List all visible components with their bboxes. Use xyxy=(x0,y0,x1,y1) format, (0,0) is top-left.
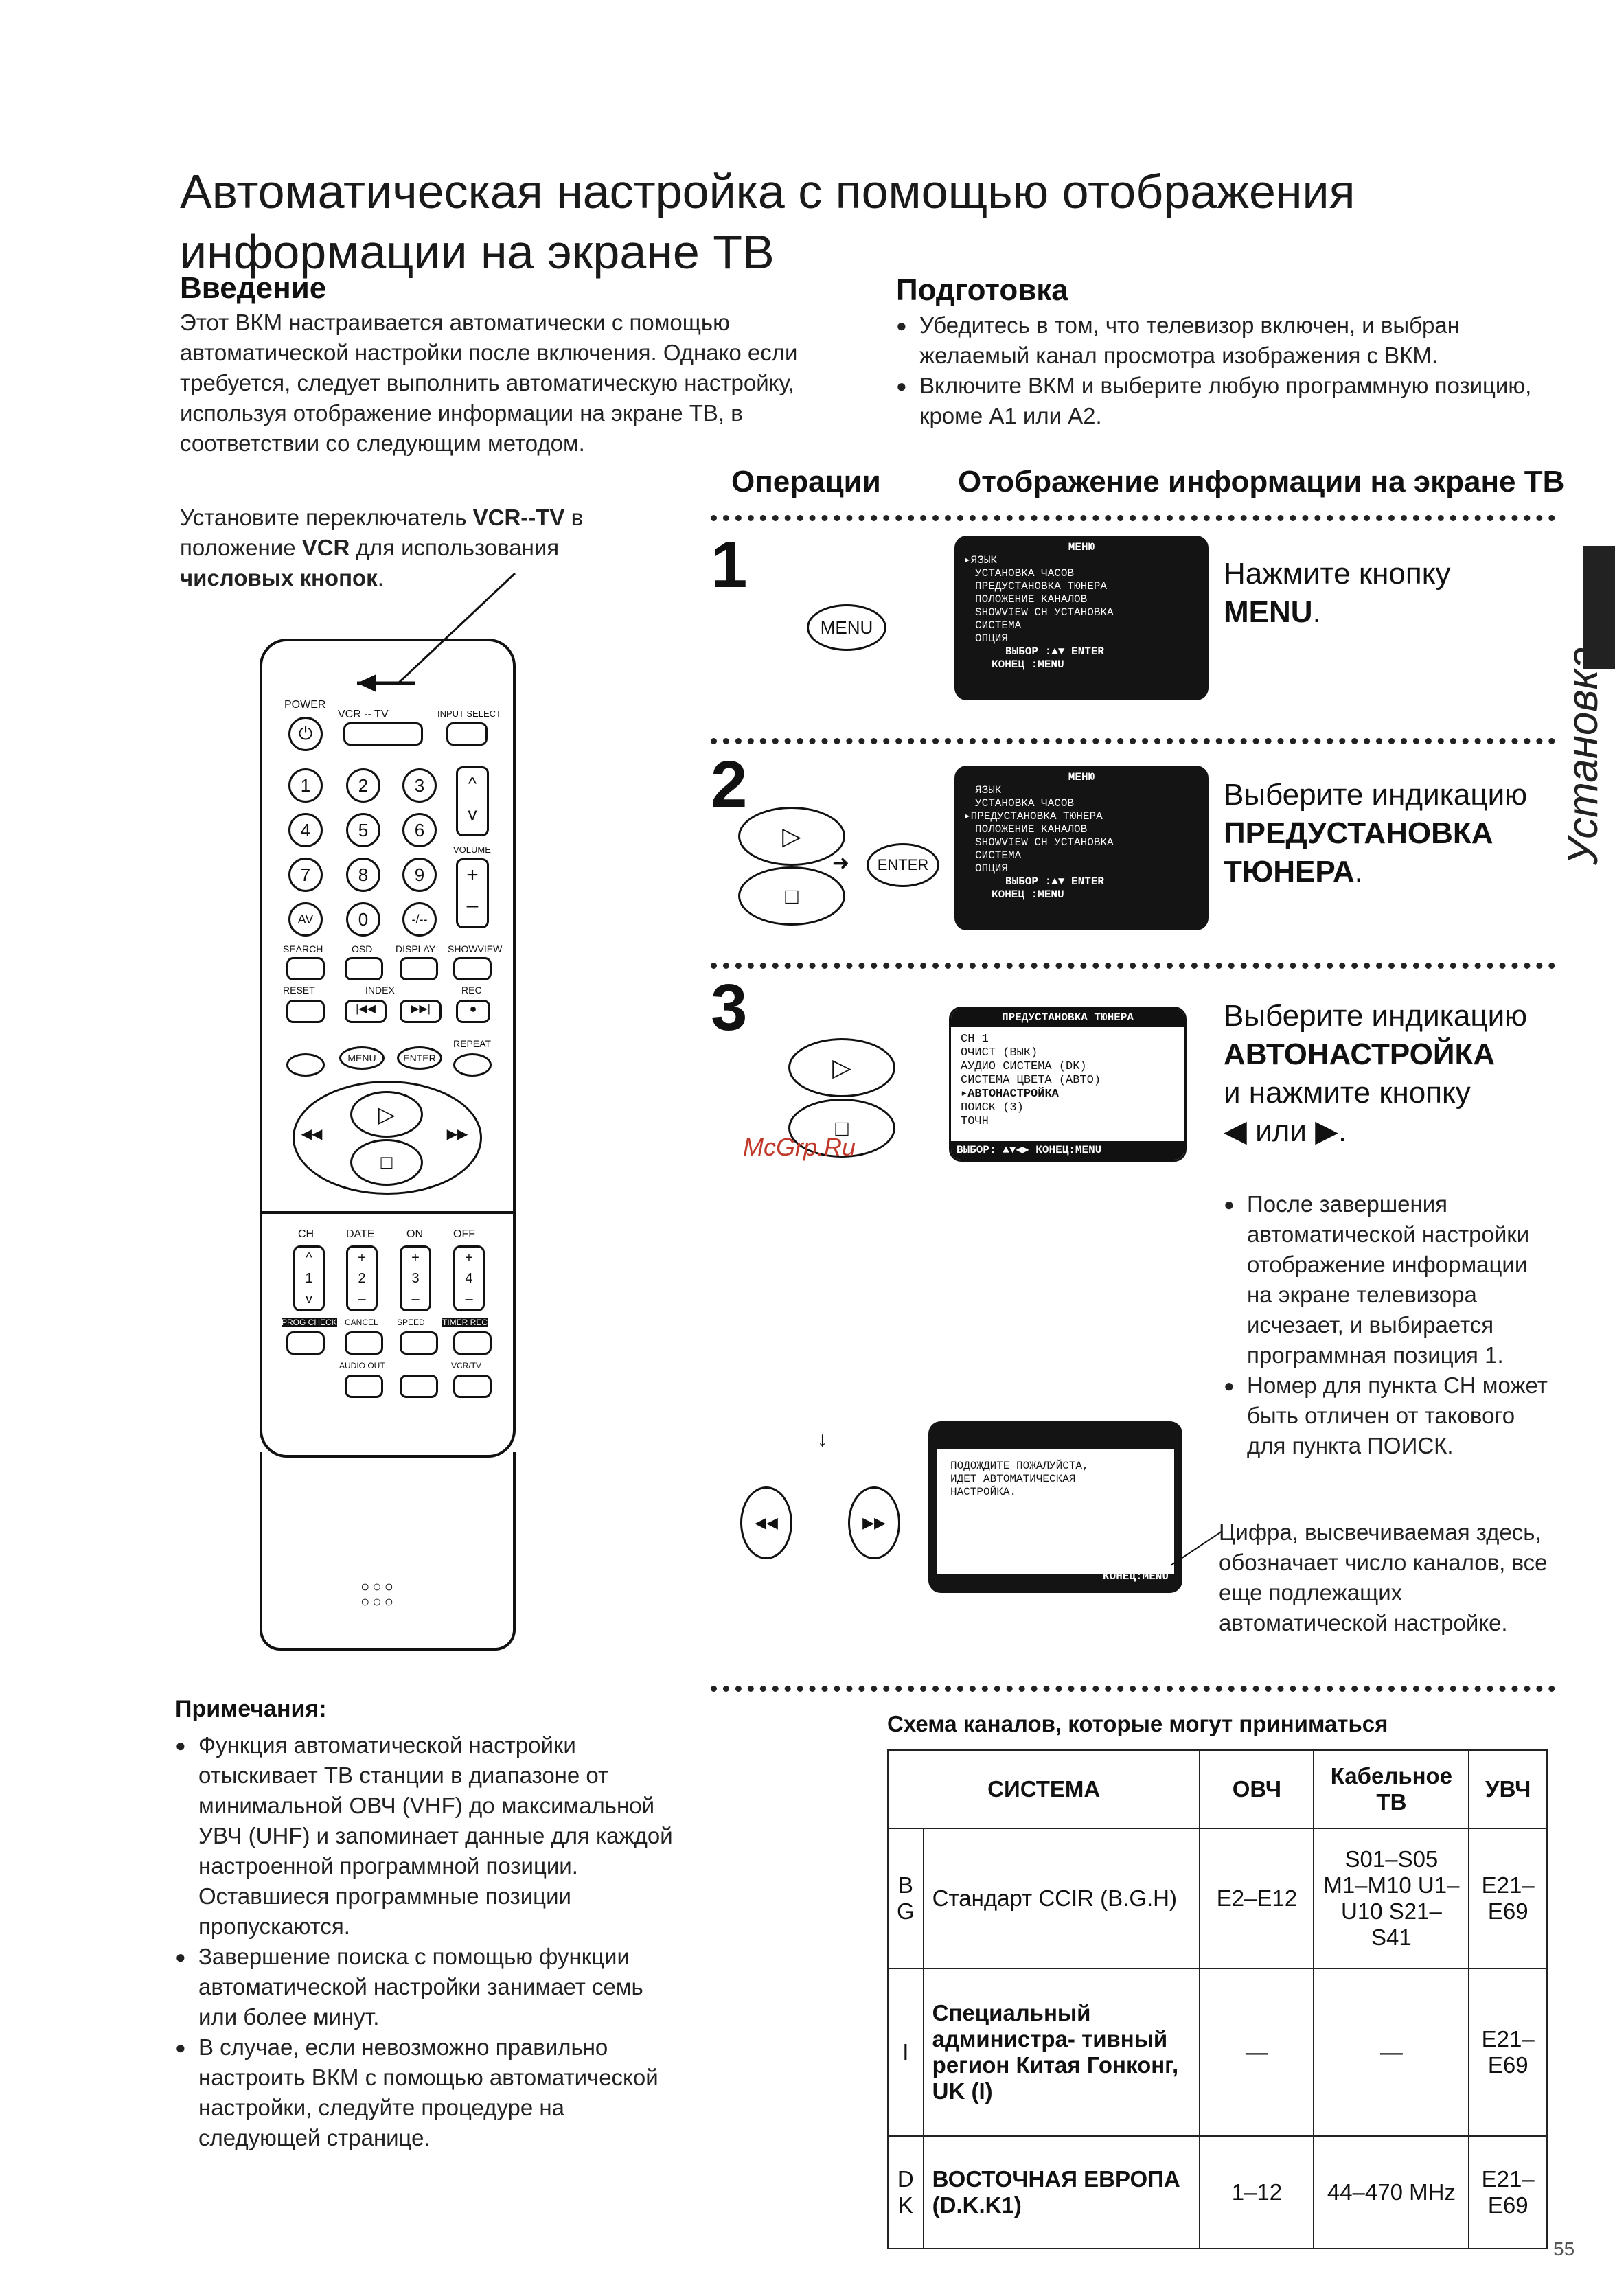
row-vhf: E2–E12 xyxy=(1200,1828,1314,1968)
vcrtv2-label: VCR/TV xyxy=(451,1361,482,1370)
intro-text: Этот ВКМ настраивается автоматически с помощью автоматической настройки после включения. Однако если требуется, следует выполнить автоматическую настройку, используя отображение информации на экране ТВ, в соответствии со следующим методом. xyxy=(180,310,798,456)
notes-heading: Примечания: xyxy=(175,1696,327,1722)
switch-note-text: Установите переключатель xyxy=(180,505,473,530)
separator xyxy=(711,738,1555,744)
row-cable: — xyxy=(1314,1968,1469,2136)
digit-7-button[interactable]: 7 xyxy=(288,858,323,892)
osd-bottom-bar: ВЫБОР: ▲▼◀▶ КОНЕЦ:MENU xyxy=(951,1141,1184,1160)
switch-note-vcr: VCR xyxy=(301,535,350,560)
audio-out-button[interactable] xyxy=(345,1375,383,1398)
reset-label: RESET xyxy=(283,985,315,996)
prep-heading: Подготовка xyxy=(896,273,1068,307)
index-fwd-button[interactable]: ▶▶| xyxy=(400,1000,442,1023)
on-timer-button[interactable]: + 3 – xyxy=(400,1245,431,1311)
prep-list xyxy=(896,310,1555,431)
step-1-instruction: Нажмите кнопку xyxy=(1224,557,1451,590)
osd-button[interactable] xyxy=(345,957,383,980)
digit-1-button[interactable]: 1 xyxy=(288,768,323,803)
on-label: ON xyxy=(406,1228,423,1240)
osd-heading: Отображение информации на экране ТВ xyxy=(958,465,1565,498)
row-vhf: 1–12 xyxy=(1200,2136,1314,2249)
cancel-label: CANCEL xyxy=(345,1318,378,1327)
step-2-target: ПРЕДУСТАНОВКА ТЮНЕРА xyxy=(1224,816,1493,888)
down-key-illustration: □ xyxy=(788,1099,895,1158)
prep-item: ● Включите ВКМ и выберите любую программную позицию, кроме А1 или А2. xyxy=(896,371,1555,431)
index-back-button[interactable]: |◀◀ xyxy=(345,1000,387,1023)
osd-line: ЯЗЫК xyxy=(975,784,1002,796)
osd-line: ПОЛОЖЕНИЕ КАНАЛОВ xyxy=(975,593,1088,606)
input-select-label: INPUT SELECT xyxy=(437,709,501,719)
cancel-button[interactable] xyxy=(345,1331,383,1355)
page-title: Автоматическая настройка с помощью отображения информации на экране ТВ xyxy=(180,165,1355,279)
step-3-number: 3 xyxy=(711,971,748,1044)
osd-line: ПОИСК (3) xyxy=(961,1101,1024,1114)
step-3-target: АВТОНАСТРОЙКА xyxy=(1224,1037,1496,1071)
row-code: B G xyxy=(888,1828,924,1968)
separator xyxy=(711,515,1555,521)
osd-line: ТОЧН xyxy=(961,1115,989,1128)
osd-line: ВЫБОР :▲▼ ENTER xyxy=(1005,875,1105,888)
step-2-text xyxy=(1224,776,1553,891)
step-2-number: 2 xyxy=(711,748,748,821)
enter-button[interactable]: ENTER xyxy=(397,1046,442,1070)
row-system: Специальный администра- тивный регион Китая Гонконг, UK (I) xyxy=(924,1968,1200,2136)
step-3-notes xyxy=(1224,1189,1553,1461)
digit-0-button[interactable]: 0 xyxy=(346,902,380,937)
timer-rec-button[interactable] xyxy=(453,1331,492,1355)
audio-out-label: AUDIO OUT xyxy=(339,1361,385,1370)
step-3-text xyxy=(1224,997,1553,1151)
osd-bottom-bar: CH 1 ПОИСК ◀◀ ▶▶ 100 xyxy=(946,1557,1079,1569)
remote-battery-cover xyxy=(260,1452,516,1651)
separator xyxy=(711,963,1555,969)
row-uhf: E21–E69 xyxy=(1469,1968,1547,2136)
osd-line: SHOWVIEW CH УСТАНОВКА xyxy=(975,836,1114,849)
step-2-instruction: Выберите индикацию xyxy=(1224,778,1528,812)
step-3-instruction: Выберите индикацию xyxy=(1224,999,1528,1033)
switch-note-vcrtv: VCR--TV xyxy=(472,505,565,530)
vcrtv2-button[interactable] xyxy=(453,1375,492,1398)
play-button[interactable]: ▷ xyxy=(350,1091,423,1138)
down-arrow-icon: ↓ xyxy=(817,1428,827,1451)
showview-label: SHOWVIEW xyxy=(448,943,503,954)
osd-line: НАСТРОЙКА. xyxy=(950,1486,1017,1498)
osd-line: ПОДОЖДИТЕ ПОЖАЛУЙСТА, xyxy=(950,1460,1089,1472)
osd-line: КОНЕЦ :MENU xyxy=(992,658,1064,671)
osd-line: SHOWVIEW CH УСТАНОВКА xyxy=(975,606,1114,619)
date-timer-button[interactable]: + 2 – xyxy=(346,1245,378,1311)
osd-line: ПРЕДУСТАНОВКА ТЮНЕРА xyxy=(975,580,1108,593)
watermark: McGrp.Ru xyxy=(743,1133,856,1161)
vcrtv-switch[interactable] xyxy=(343,722,423,746)
row-uhf: E21–E69 xyxy=(1469,1828,1547,1968)
note-item: ● Завершение поиска с помощью функции автоматической настройки занимает семь или более минут. xyxy=(175,1942,683,2032)
page-number: 55 xyxy=(1553,2238,1575,2260)
prog-check-label: PROG CHECK xyxy=(282,1318,337,1327)
note-item: ● В случае, если невозможно правильно настроить ВКМ с помощью автоматической настройки, следуйте процедуре на следующей странице. xyxy=(175,2032,683,2153)
display-button[interactable] xyxy=(400,957,438,980)
digit-6-button[interactable]: 6 xyxy=(402,813,437,847)
row-code: I xyxy=(888,1968,924,2136)
volume-button[interactable]: + – xyxy=(456,858,489,928)
intro-heading: Введение xyxy=(180,271,327,305)
osd-line: ▸ЯЗЫК xyxy=(964,554,998,566)
power-label: POWER xyxy=(284,699,326,711)
osd-line: CH 1 xyxy=(961,1033,989,1046)
volume-label: VOLUME xyxy=(453,845,491,855)
index-label: INDEX xyxy=(365,985,395,996)
table-row xyxy=(888,1828,1547,1968)
repeat-label: REPEAT xyxy=(453,1038,491,1049)
prog-check-button[interactable] xyxy=(286,1331,325,1355)
osd-line: УСТАНОВКА ЧАСОВ xyxy=(975,567,1075,579)
osd-screen-step2 xyxy=(954,766,1209,930)
menu-key-illustration: MENU xyxy=(807,604,886,651)
off-label: OFF xyxy=(453,1228,475,1240)
osd-line: ОПЦИЯ xyxy=(975,632,1009,645)
osd-title-bar: ПРЕДУСТАНОВКА ТЮНЕРА xyxy=(951,1009,1184,1027)
search-button[interactable] xyxy=(286,957,325,980)
rec-label: REC xyxy=(461,985,482,996)
table-header: Кабельное ТВ xyxy=(1314,1750,1469,1828)
osd-line: ВЫБОР :▲▼ ENTER xyxy=(1005,645,1105,658)
dash-button[interactable]: -/-- xyxy=(402,902,437,937)
note-item: ● Функция автоматической настройки отыскивает ТВ станции в диапазоне от минимальной ОВЧ (VHF) до максимальной УВЧ (UHF) и запоминает данные для каждой настроенной программной позиции. Оставшиеся программные позиции пропускаются. xyxy=(175,1730,683,1942)
osd-line: АУДИО СИСТЕМА (DK) xyxy=(961,1060,1087,1073)
table-header: СИСТЕМА xyxy=(888,1750,1200,1828)
osd-screen-step3 xyxy=(949,1007,1187,1162)
prep-item: ● Убедитесь в том, что телевизор включен, и выбран желаемый канал просмотра изображения с ВКМ. xyxy=(896,310,1555,371)
section-tab-label: Установка xyxy=(1559,645,1607,865)
showview-button[interactable] xyxy=(453,957,492,980)
step-2-end: . xyxy=(1354,855,1363,888)
search-label: SEARCH xyxy=(283,943,323,954)
reset-button[interactable] xyxy=(286,1000,325,1023)
step-3-note: ● Номер для пункта CH может быть отличен от такового для пункта ПОИСК. xyxy=(1224,1370,1553,1461)
step-3-note: ● После завершения автоматической настройки отображение информации на экране телевизора исчезает, и выбирается программная позиция 1. xyxy=(1224,1189,1553,1370)
osd-line: ИДЕТ АВТОМАТИЧЕСКАЯ xyxy=(950,1473,1076,1485)
row-cable: 44–470 MHz xyxy=(1314,2136,1469,2249)
av-button[interactable]: AV xyxy=(288,902,323,937)
osd-bottom-bar: КОНЕЦ:MENU xyxy=(1102,1570,1169,1583)
ch-updown-button[interactable]: ^ v xyxy=(456,766,489,836)
digit-9-button[interactable]: 9 xyxy=(402,858,437,892)
ff-button[interactable]: ▶▶ xyxy=(446,1126,468,1142)
remote-speaker-dots: ○○○ ○○○ xyxy=(360,1578,396,1610)
step-3-instruction-2: и нажмите кнопку xyxy=(1224,1076,1471,1110)
osd-line: ПОЛОЖЕНИЕ КАНАЛОВ xyxy=(975,823,1088,836)
osd-line: ОЧИСТ (ВЫК) xyxy=(961,1046,1038,1059)
step-3-arrows: ◀ или ▶. xyxy=(1224,1114,1347,1148)
down-key-illustration: □ xyxy=(738,866,845,926)
rec-button[interactable]: ● xyxy=(456,1000,490,1023)
date-label: DATE xyxy=(346,1228,375,1240)
left-key-illustration: ◀◀ xyxy=(740,1486,792,1559)
timer-rec-label: TIMER REC xyxy=(442,1318,488,1327)
osd-screen-wait xyxy=(928,1421,1182,1593)
table-caption: Схема каналов, которые могут приниматься xyxy=(887,1711,1388,1736)
speed-button[interactable] xyxy=(400,1331,438,1355)
osd-line: СИСТЕМА ЦВЕТА (АВТО) xyxy=(961,1074,1101,1087)
ch-timer-button[interactable]: ^ 1 v xyxy=(293,1245,325,1311)
remote-control xyxy=(260,639,516,1458)
switch-note-text: в положение xyxy=(180,505,584,560)
enter-key-illustration: ENTER xyxy=(867,843,939,887)
switch-note-bold: числовых кнопок xyxy=(180,565,378,590)
up-key-illustration: ▷ xyxy=(788,1038,895,1097)
notes-list xyxy=(175,1730,683,2153)
step-1-end: . xyxy=(1312,595,1321,629)
osd-line: ОПЦИЯ xyxy=(975,862,1009,875)
caption-leader-line xyxy=(1167,1517,1229,1572)
digit-5-button[interactable]: 5 xyxy=(346,813,380,847)
vcrtv-label: VCR -- TV xyxy=(338,709,389,720)
right-key-illustration: ▶▶ xyxy=(848,1486,900,1559)
step-1-text xyxy=(1224,555,1553,632)
digit-2-button[interactable]: 2 xyxy=(346,768,380,803)
table-row xyxy=(888,2136,1547,2249)
off-timer-button[interactable]: + 4 – xyxy=(453,1245,485,1311)
row-system: Стандарт CCIR (B.G.H) xyxy=(924,1828,1200,1968)
ch-label: CH xyxy=(298,1228,314,1240)
row-code: D K xyxy=(888,2136,924,2249)
menu-button[interactable]: MENU xyxy=(339,1046,385,1070)
speed2-button[interactable] xyxy=(400,1375,438,1398)
stop-button[interactable]: □ xyxy=(350,1139,423,1186)
row-cable: S01–S05 M1–M10 U1–U10 S21–S41 xyxy=(1314,1828,1469,1968)
separator xyxy=(711,1686,1555,1692)
repeat-button[interactable] xyxy=(453,1053,492,1077)
osd-screen-step1 xyxy=(954,536,1209,700)
switch-note-text: . xyxy=(377,565,384,590)
digit-3-button[interactable]: 3 xyxy=(402,768,437,803)
osd-line: ▸ПРЕДУСТАНОВКА ТЮНЕРА xyxy=(964,810,1103,823)
counter-caption: Цифра, высвечиваемая здесь, обозначает число каналов, все еще подлежащих автоматической настройке. xyxy=(1219,1519,1548,1635)
switch-note-text: для использования xyxy=(350,535,560,560)
arrow-right-icon: ➜ xyxy=(832,852,850,875)
osd-line: СИСТЕМА xyxy=(975,619,1022,632)
up-key-illustration: ▷ xyxy=(738,807,845,866)
operations-heading: Операции xyxy=(731,465,881,498)
table-row xyxy=(888,1968,1547,2136)
osd-line: ▸АВТОНАСТРОЙКА xyxy=(961,1088,1059,1101)
speed-label: SPEED xyxy=(397,1318,425,1327)
row-vhf: — xyxy=(1200,1968,1314,2136)
input-select-button[interactable] xyxy=(446,722,488,746)
step-1-number: 1 xyxy=(711,528,748,601)
osd-line: УСТАНОВКА ЧАСОВ xyxy=(975,797,1075,810)
step-1-key: MENU xyxy=(1224,595,1313,629)
channel-table xyxy=(887,1749,1548,2249)
osd-line: СИСТЕМА xyxy=(975,849,1022,862)
play-pause-button[interactable] xyxy=(286,1053,325,1077)
osd-line: МЕНЮ xyxy=(1068,541,1095,553)
digit-8-button[interactable]: 8 xyxy=(346,858,380,892)
display-label: DISPLAY xyxy=(396,943,436,954)
digit-4-button[interactable]: 4 xyxy=(288,813,323,847)
row-uhf: E21–E69 xyxy=(1469,2136,1547,2249)
osd-label: OSD xyxy=(352,943,373,954)
table-header-row xyxy=(888,1750,1547,1828)
rew-button[interactable]: ◀◀ xyxy=(301,1126,323,1142)
row-system: ВОСТОЧНАЯ ЕВРОПА (D.K.K1) xyxy=(924,2136,1200,2249)
osd-line: МЕНЮ xyxy=(1068,771,1095,783)
power-button[interactable]: ⏻ xyxy=(288,717,323,751)
table-header: ОВЧ xyxy=(1200,1750,1314,1828)
osd-line: КОНЕЦ :MENU xyxy=(992,888,1064,901)
table-header: УВЧ xyxy=(1469,1750,1547,1828)
